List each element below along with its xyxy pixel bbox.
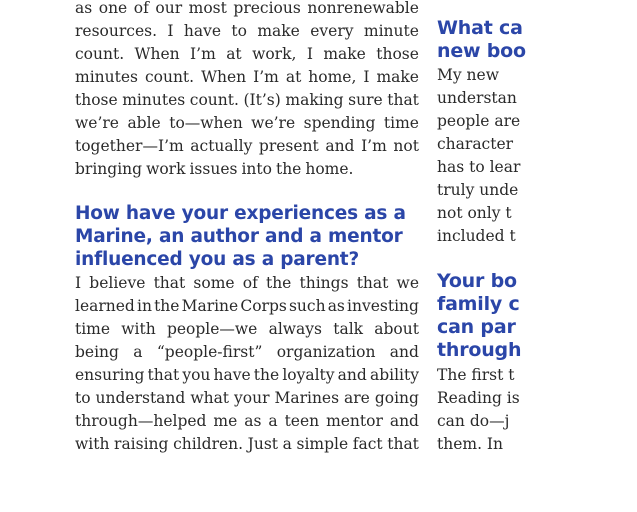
body-line: truly unde <box>437 181 519 199</box>
word: as <box>75 0 93 17</box>
question-heading-new-book <box>437 17 526 63</box>
body-line <box>75 387 419 410</box>
heading-line: family c <box>437 293 520 315</box>
word: such <box>288 297 326 315</box>
word: loyalty <box>282 366 335 384</box>
word: time <box>383 114 419 132</box>
body-line: them. In <box>437 435 504 453</box>
word: and <box>389 412 419 430</box>
word: count. <box>189 91 239 109</box>
word: to <box>75 389 91 407</box>
word: simple <box>296 435 349 453</box>
word: our <box>155 0 183 17</box>
body-line <box>75 158 419 181</box>
body-line: understan <box>437 89 517 107</box>
word: that <box>356 274 389 292</box>
body-line <box>75 43 419 66</box>
word: as <box>327 297 345 315</box>
word: raising <box>114 435 169 453</box>
word: work, <box>252 45 297 63</box>
body-line: character <box>437 135 514 153</box>
word: the <box>265 274 292 292</box>
question-heading-family <box>437 270 521 362</box>
word: minutes <box>75 68 138 86</box>
word: we’re <box>75 114 119 132</box>
word: time <box>75 320 111 338</box>
body-line <box>75 112 419 135</box>
word: the <box>154 297 180 315</box>
word: together—I’m <box>75 137 184 155</box>
word: and <box>337 366 367 384</box>
body-line <box>75 433 419 456</box>
word: a <box>133 343 143 361</box>
word: bringing <box>75 160 143 178</box>
word: are <box>344 389 370 407</box>
body-line: My new <box>437 66 499 84</box>
body-line: Reading is <box>437 389 520 407</box>
word: making <box>285 91 344 109</box>
word: in <box>136 297 152 315</box>
word: the <box>253 366 280 384</box>
paragraph-time-resources <box>75 0 419 181</box>
heading-line: How have your experiences as a <box>75 203 406 224</box>
word: what <box>190 389 230 407</box>
word: make <box>323 45 366 63</box>
paragraph-new-book <box>437 64 520 248</box>
word: into <box>241 160 272 178</box>
word: that <box>147 366 180 384</box>
word: and <box>325 137 355 155</box>
word: make <box>257 22 300 40</box>
paragraph-marine-corps <box>75 272 419 456</box>
word: with <box>121 320 156 338</box>
word: always <box>268 320 322 338</box>
word: nonrenewable <box>307 0 419 17</box>
word: of <box>242 274 258 292</box>
word: we <box>396 274 419 292</box>
word: I <box>75 274 82 292</box>
word: going <box>374 389 419 407</box>
word: you <box>182 366 211 384</box>
word: me <box>213 412 238 430</box>
body-line: included t <box>437 227 516 245</box>
word: every <box>310 22 354 40</box>
body-line: can do—j <box>437 412 510 430</box>
word: things <box>299 274 349 292</box>
heading-line: through <box>437 339 522 361</box>
word: actually <box>190 137 253 155</box>
heading-line: Your bo <box>437 270 517 292</box>
word: believe <box>89 274 146 292</box>
body-line <box>75 0 419 20</box>
word: that <box>387 91 419 109</box>
body-line <box>75 341 419 364</box>
word: Corps <box>240 297 287 315</box>
word: make <box>376 68 419 86</box>
word: Marines <box>274 389 340 407</box>
word: (It’s) <box>243 91 281 109</box>
word: and <box>389 343 419 361</box>
heading-line: Marine, an author and a mentor <box>75 226 403 247</box>
word: a <box>268 412 278 430</box>
word: count. <box>144 68 195 86</box>
word: some <box>193 274 235 292</box>
word: resources. <box>75 22 157 40</box>
body-line <box>75 66 419 89</box>
word: your <box>234 389 270 407</box>
body-line: has to lear <box>437 158 521 176</box>
word: sure <box>348 91 383 109</box>
word: precious <box>233 0 301 17</box>
word: a <box>282 435 292 453</box>
body-line: The first t <box>437 366 515 384</box>
word: ensuring <box>75 366 145 384</box>
word: with <box>75 435 110 453</box>
word: being <box>75 343 119 361</box>
word: of <box>133 0 149 17</box>
word: we’re <box>251 114 296 132</box>
word: that <box>153 274 186 292</box>
body-line <box>75 20 419 43</box>
heading-line: new boo <box>437 40 526 62</box>
word: teen <box>284 412 320 430</box>
word: I’m <box>361 137 387 155</box>
word: mentor <box>326 412 383 430</box>
body-line <box>75 272 419 295</box>
word: learned <box>75 297 135 315</box>
body-line: not only t <box>437 204 512 222</box>
word: count. <box>75 45 125 63</box>
word: through—helped <box>75 412 207 430</box>
word: as <box>244 412 262 430</box>
heading-line: influenced you as a parent? <box>75 249 359 270</box>
body-line <box>75 318 419 341</box>
word: I <box>363 68 370 86</box>
word: home, <box>308 68 357 86</box>
body-line <box>75 295 419 318</box>
word: children. <box>173 435 244 453</box>
heading-line: can par <box>437 316 516 338</box>
word: the <box>275 160 302 178</box>
word: one <box>98 0 128 17</box>
word: home. <box>305 160 354 178</box>
word: to <box>231 22 247 40</box>
word: ability <box>369 366 419 384</box>
body-line <box>75 410 419 433</box>
word: most <box>188 0 227 17</box>
word: people—we <box>166 320 258 338</box>
body-line: people are <box>437 112 521 130</box>
word: investing <box>347 297 419 315</box>
word: those <box>376 45 419 63</box>
word: have <box>183 22 222 40</box>
word: spending <box>303 114 376 132</box>
word: “people-first” <box>156 343 263 361</box>
word: to—when <box>169 114 243 132</box>
body-line <box>75 135 419 158</box>
word: understand <box>95 389 186 407</box>
word: issues <box>189 160 238 178</box>
word: not <box>393 137 419 155</box>
paragraph-reading <box>437 364 520 456</box>
word: at <box>285 68 302 86</box>
word: I <box>306 45 313 63</box>
word: Just <box>247 435 279 453</box>
word: about <box>374 320 419 338</box>
body-line <box>75 364 419 387</box>
word: organization <box>276 343 376 361</box>
word: I’m <box>253 68 279 86</box>
word: those <box>75 91 118 109</box>
body-line <box>75 89 419 112</box>
word: that <box>387 435 419 453</box>
word: present <box>258 137 319 155</box>
word: minute <box>363 22 419 40</box>
question-heading-parenting <box>75 202 435 271</box>
word: minutes <box>122 91 186 109</box>
word: at <box>226 45 242 63</box>
word: I <box>167 22 174 40</box>
word: When <box>134 45 180 63</box>
word: fact <box>352 435 383 453</box>
word: When <box>201 68 247 86</box>
word: have <box>213 366 251 384</box>
word: talk <box>333 320 364 338</box>
word: work <box>146 160 186 178</box>
word: Marine <box>181 297 239 315</box>
heading-line: What ca <box>437 17 523 39</box>
word: able <box>127 114 161 132</box>
word: I’m <box>190 45 216 63</box>
